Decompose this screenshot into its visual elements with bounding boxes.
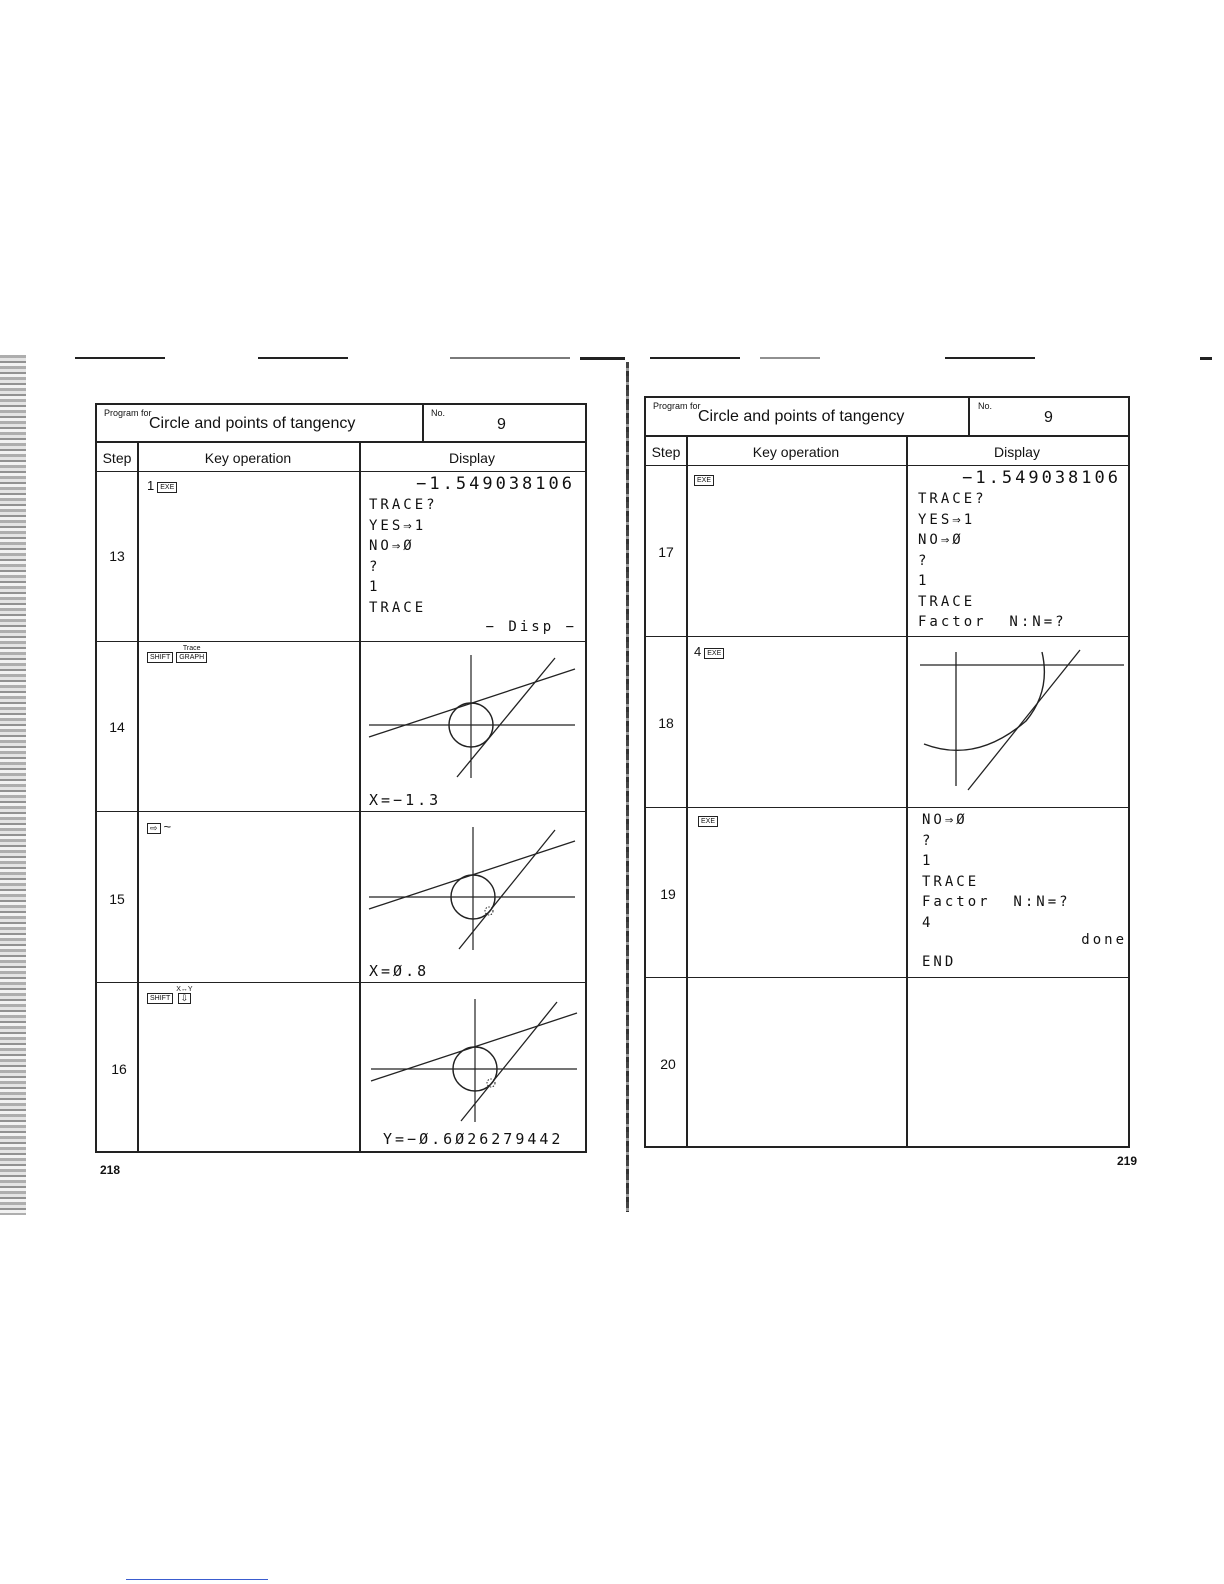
key-operation: [147, 986, 193, 1004]
column-divider: [137, 441, 139, 1151]
step-number: 16: [111, 1061, 127, 1077]
number-label: No.: [431, 408, 446, 418]
display-value: −1.549038106: [962, 468, 1121, 488]
trace-coordinate: X=−1.3: [369, 791, 442, 809]
column-header-key-operation: Key operation: [752, 444, 840, 460]
tangent-graph: [367, 825, 577, 955]
display-footer: − Disp −: [485, 619, 577, 635]
exe-key-icon: EXE: [694, 475, 714, 486]
column-divider: [686, 435, 688, 1146]
key-operation: [147, 819, 171, 834]
right-program-sheet: [644, 396, 1130, 1148]
right-arrow-key-icon: ⇨: [147, 823, 161, 834]
display-end: END: [922, 954, 957, 970]
display-value: −1.549038106: [416, 474, 575, 494]
sheet-header: [97, 405, 585, 443]
column-divider: [359, 441, 361, 1151]
program-title: Circle and points of tangency: [698, 408, 905, 425]
key-function-label: X↔Y: [176, 986, 193, 993]
exe-key-icon: EXE: [704, 648, 724, 659]
graph-key-group: [176, 645, 207, 663]
trace-coordinate: Y=−Ø.6Ø26279442: [383, 1130, 564, 1148]
exe-key-icon: EXE: [157, 482, 177, 493]
program-title: Circle and points of tangency: [149, 415, 356, 432]
column-header-display: Display: [449, 450, 495, 466]
page-number: 219: [1117, 1154, 1138, 1168]
display-lines: TRACE? YES⇒1 NO⇒Ø ? 1 TRACE Factor N:N=?: [918, 491, 1067, 630]
scan-top-line: [258, 357, 348, 359]
tangent-graph: [916, 646, 1128, 796]
key-digit: 4: [694, 644, 702, 659]
step-number: 17: [658, 544, 674, 560]
step-number: 18: [658, 715, 674, 731]
down-arrow-key-icon: ⇩: [178, 993, 192, 1004]
number-label: No.: [978, 401, 993, 411]
scan-top-line: [760, 357, 820, 359]
step-number: 14: [109, 719, 125, 735]
display-lines: TRACE? YES⇒1 NO⇒Ø ? 1 TRACE: [369, 497, 438, 616]
display-lines: NO⇒Ø ? 1 TRACE Factor N:N=? 4: [922, 812, 1071, 931]
table-divider: [97, 471, 585, 472]
header-divider: [422, 405, 424, 441]
step-number: 19: [660, 886, 676, 902]
tangent-graph: [369, 997, 579, 1127]
scan-top-line: [1200, 357, 1212, 360]
program-for-label: Program for: [653, 401, 701, 411]
row-divider: [646, 807, 1128, 808]
row-divider: [646, 977, 1128, 978]
graph-key-icon: GRAPH: [176, 652, 207, 663]
left-program-sheet: [95, 403, 587, 1153]
column-header-step: Step: [651, 444, 681, 460]
down-key-group: [176, 986, 192, 1004]
column-header-step: Step: [102, 450, 132, 466]
column-divider: [906, 435, 908, 1146]
key-operation: [694, 644, 724, 659]
scan-top-line: [945, 357, 1035, 359]
program-number: 9: [1044, 409, 1053, 426]
sheet-header: [646, 398, 1128, 437]
display-done: done: [1081, 932, 1127, 948]
table-divider: [646, 465, 1128, 466]
key-operation: [147, 478, 177, 493]
key-operation: [694, 475, 714, 486]
step-number: 20: [660, 1056, 676, 1072]
program-for-label: Program for: [104, 408, 152, 418]
program-number: 9: [497, 416, 506, 433]
step-number: 15: [109, 891, 125, 907]
key-operation: [147, 645, 207, 663]
scan-top-line: [650, 357, 740, 359]
bottom-rule: [126, 1579, 268, 1580]
scan-top-line: [580, 357, 625, 360]
shift-key-icon: SHIFT: [147, 652, 173, 663]
key-digit: 1: [147, 478, 155, 493]
exe-key-icon: EXE: [698, 816, 718, 827]
key-function-label: Trace: [182, 645, 201, 652]
row-divider: [97, 982, 585, 983]
column-header-display: Display: [994, 444, 1040, 460]
row-divider: [97, 811, 585, 812]
row-divider: [97, 641, 585, 642]
page-number: 218: [100, 1163, 121, 1177]
shift-key-icon: SHIFT: [147, 993, 173, 1004]
column-header-key-operation: Key operation: [204, 450, 292, 466]
tangent-graph: [367, 653, 577, 783]
scan-top-line: [75, 357, 165, 359]
repeat-tilde: ~: [163, 819, 172, 834]
scan-top-line: [450, 357, 570, 359]
book-gutter: [626, 362, 629, 1212]
header-divider: [968, 398, 970, 435]
trace-coordinate: X=Ø.8: [369, 962, 430, 980]
scan-edge-artifact: [0, 355, 26, 1215]
row-divider: [646, 636, 1128, 637]
key-operation: [698, 816, 718, 827]
step-number: 13: [109, 548, 125, 564]
